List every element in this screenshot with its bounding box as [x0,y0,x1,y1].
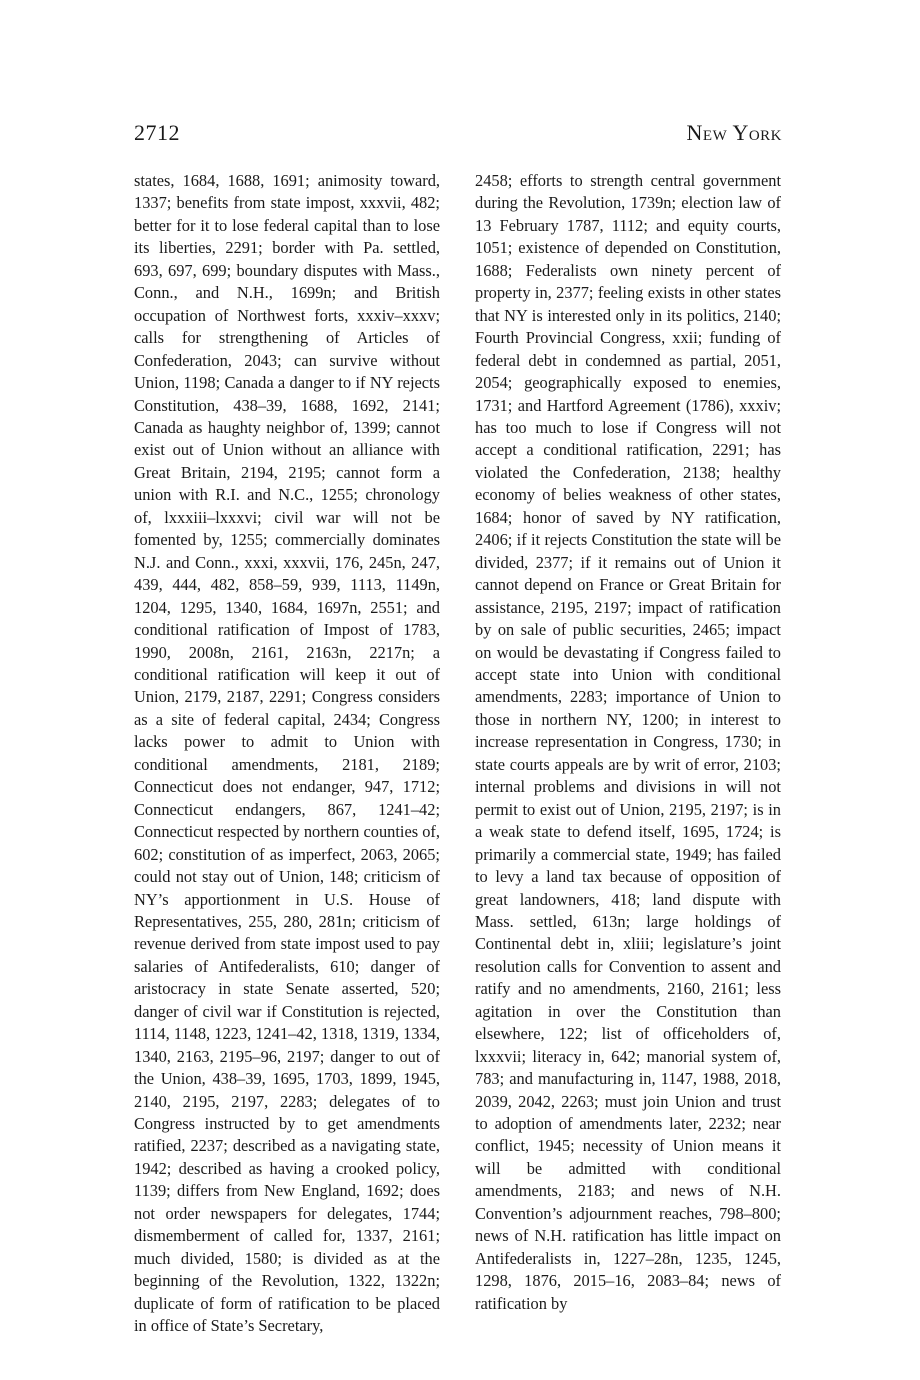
running-head: New York [686,120,782,145]
page-number: 2712 [134,120,180,145]
index-column-right: 2458; efforts to strength central government during the Revolution, 1739n; election law of 13 February 1787, 1112; and equity courts, 1051; existence of depended on Constitution, 1688; Federalists own ninety percent of property in, 2377; feeling exists in other states that NY is interested only in its politics, 2140; Fourth Provincial Congress, xxii; funding of federal debt in condemned as partial, 2051, 2054; geographically exposed to enemies, 1731; and Hartford Agreement (1786), xxxiv; has too much to lose if Congress will not accept a conditional ratification, 2291; has violated the Confederation, 2138; healthy economy of belies weakness of other states, 1684; honor of saved by NY ratification, 2406; if it rejects Constitution the state will be divided, 2377; if it remains out of Union it cannot depend on France or Great Britain for assistance, 2195, 2197; impact of ratification by on sale of public securities, 2465; impact on would be devastating if Congress failed to accept state into Union with conditional amendments, 2283; importance of Union to those in northern NY, 1200; in interest to increase representation in Congress, 1730; in state courts appeals are by writ of error, 2103; internal problems and divisions in will not permit to exist out of Union, 2195, 2197; is in a weak state to defend itself, 1695, 1724; is primarily a commercial state, 1949; has failed to levy a land tax because of opposition of great landowners, 418; land dispute with Mass. settled, 613n; large holdings of Continental debt in, xliii; legislature’s joint resolution calls for Convention to assent and ratify and no amendments, 2160, 2161; less agitation in over the Constitution than elsewhere, 122; list of officeholders of, lxxxvii; literacy in, 642; manorial system of, 783; and manufacturing in, 1147, 1988, 2018, 2039, 2042, 2263; must join Union and trust to adoption of amendments later, 2232; near conflict, 1945; necessity of Union means it will be admitted with conditional amendments, 2183; and news of N.H. Convention’s adjournment reaches, 798–800; news of N.H. ratification has little impact on Antifederalists in, 1227–28n, 1235, 1245, 1298, 1876, 2015–16, 2083–84; news of ratification by [475,171,781,1313]
index-column-left: states, 1684, 1688, 1691; animosity toward, 1337; benefits from state impost, xxxvii, 482; better for it to lose federal capital than to lose its liberties, 2291; border with Pa. settled, 693, 697, 699; boundary disputes with Mass., Conn., and N.H., 1699n; and British occupation of Northwest forts, xxxiv–xxxv; calls for strengthening of Articles of Confederation, 2043; can survive without Union, 1198; Canada a danger to if NY rejects Constitution, 438–39, 1688, 1692, 2141; Canada as haughty neighbor of, 1399; cannot exist out of Union without an alliance with Great Britain, 2194, 2195; cannot form a union with R.I. and N.C., 1255; chronology of, lxxxiii–lxxxvi; civil war will not be fomented by, 1255; commercially dominates N.J. and Conn., xxxi, xxxvii, 176, 245n, 247, 439, 444, 482, 858–59, 939, 1113, 1149n, 1204, 1295, 1340, 1684, 1697n, 2551; and conditional ratification of Impost of 1783, 1990, 2008n, 2161, 2163n, 2217n; a conditional ratification will keep it out of Union, 2179, 2187, 2291; Congress considers as a site of federal capital, 2434; Congress lacks power to admit to Union with conditional amendments, 2181, 2189; Connecticut does not endanger, 947, 1712; Connecticut endangers, 867, 1241–42; Connecticut respected by northern counties of, 602; constitution of as imperfect, 2063, 2065; could not stay out of Union, 148; criticism of NY’s apportionment in U.S. House of Representatives, 255, 280, 281n; criticism of revenue derived from state impost used to pay salaries of Antifederalists, 610; danger of aristocracy in state Senate asserted, 520; danger of civil war if Constitution is rejected, 1114, 1148, 1223, 1241–42, 1318, 1319, 1334, 1340, 2163, 2195–96, 2197; danger to out of the Union, 438–39, 1695, 1703, 1899, 1945, 2140, 2195, 2197, 2283; delegates of to Congress instructed by to get amendments ratified, 2237; described as a navigating state, 1942; described as having a crooked policy, 1139; differs from New England, 1692; does not order newspapers for delegates, 1744; dismemberment of called for, 1337, 2161; much divided, 1580; is divided as at the beginning of the Revolution, 1322, 1322n; duplicate of form of ratification to be placed in office of State’s Secretary, [134,171,440,1336]
